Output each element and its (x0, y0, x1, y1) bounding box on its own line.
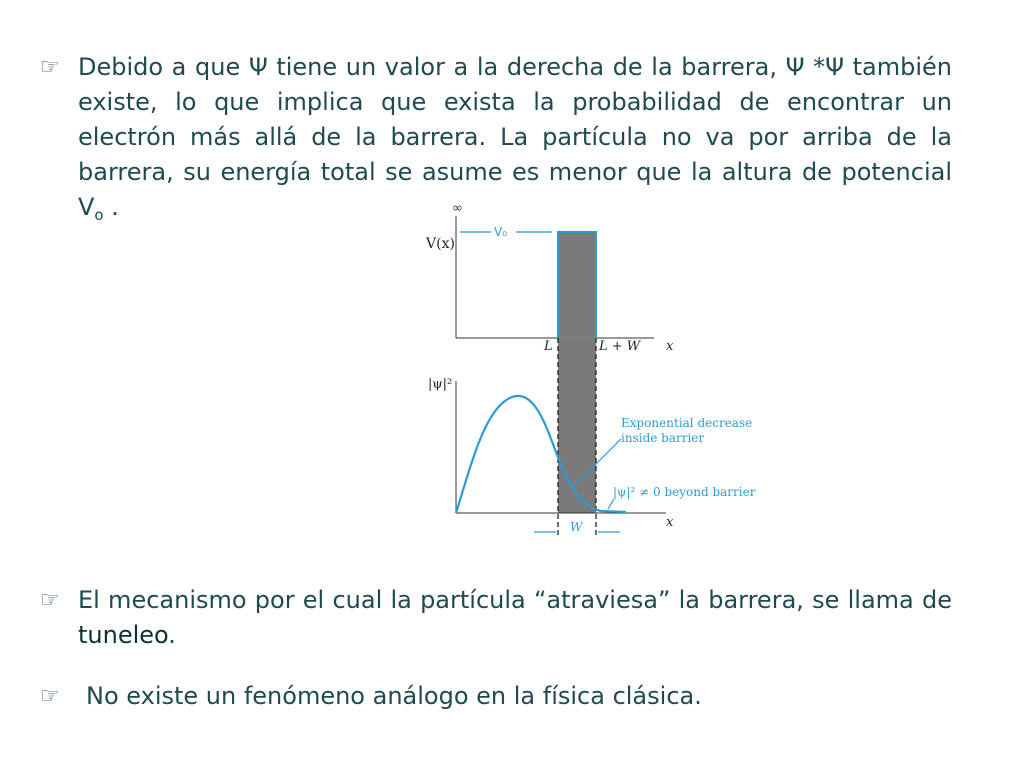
annotation2-pointer (608, 499, 614, 509)
tunneling-diagram (416, 196, 776, 540)
psi-label: |ψ|² (428, 377, 453, 392)
label-L: L (544, 339, 553, 354)
barrier-band (558, 338, 596, 513)
label-x-bottom: x (666, 515, 674, 530)
pointing-hand-icon: ☞ (40, 55, 60, 80)
bullet-text-main: El mecanismo por el cual la partícula “atraviesa” la barrera, se llama de (78, 586, 952, 614)
width-label: W (570, 520, 583, 534)
pointing-hand-icon: ☞ (40, 588, 60, 613)
term-tuneleo: tuneleo (78, 621, 169, 649)
label-x-top: x (666, 339, 674, 354)
bullet-text-end: . (168, 621, 176, 649)
infinity-symbol: ∞ (452, 201, 463, 216)
bullet-text (78, 583, 952, 653)
annotation-beyond-barrier: |ψ|² ≠ 0 beyond barrier (613, 485, 756, 499)
bullet-text-main: Debido a que Ψ tiene un valor a la derecha de la barrera, Ψ *Ψ también existe, lo que implica que exista la probabilidad de encontrar un electrón más allá de la barrera. La partícula no va por arriba de la barrera, su energía total se asume es menor que la altura de potencial V (78, 53, 952, 221)
subscript-o: o (94, 206, 104, 224)
bullet-text: No existe un fenómeno análogo en la física clásica. (86, 682, 702, 710)
label-L-plus-W: L + W (599, 339, 641, 354)
annotation-exponential: Exponential decrease (621, 416, 753, 430)
annotation-inside-barrier: inside barrier (621, 431, 705, 445)
probability-curve (456, 396, 626, 513)
v-label: V(x) (426, 236, 455, 252)
bullet-no-classical-analog (40, 679, 952, 714)
v0-label: V₀ (494, 225, 508, 239)
barrier-top (558, 232, 596, 338)
bullet-tunneling (40, 583, 952, 653)
pointing-hand-icon: ☞ (40, 684, 60, 709)
bullet-text-end: . (103, 193, 119, 221)
